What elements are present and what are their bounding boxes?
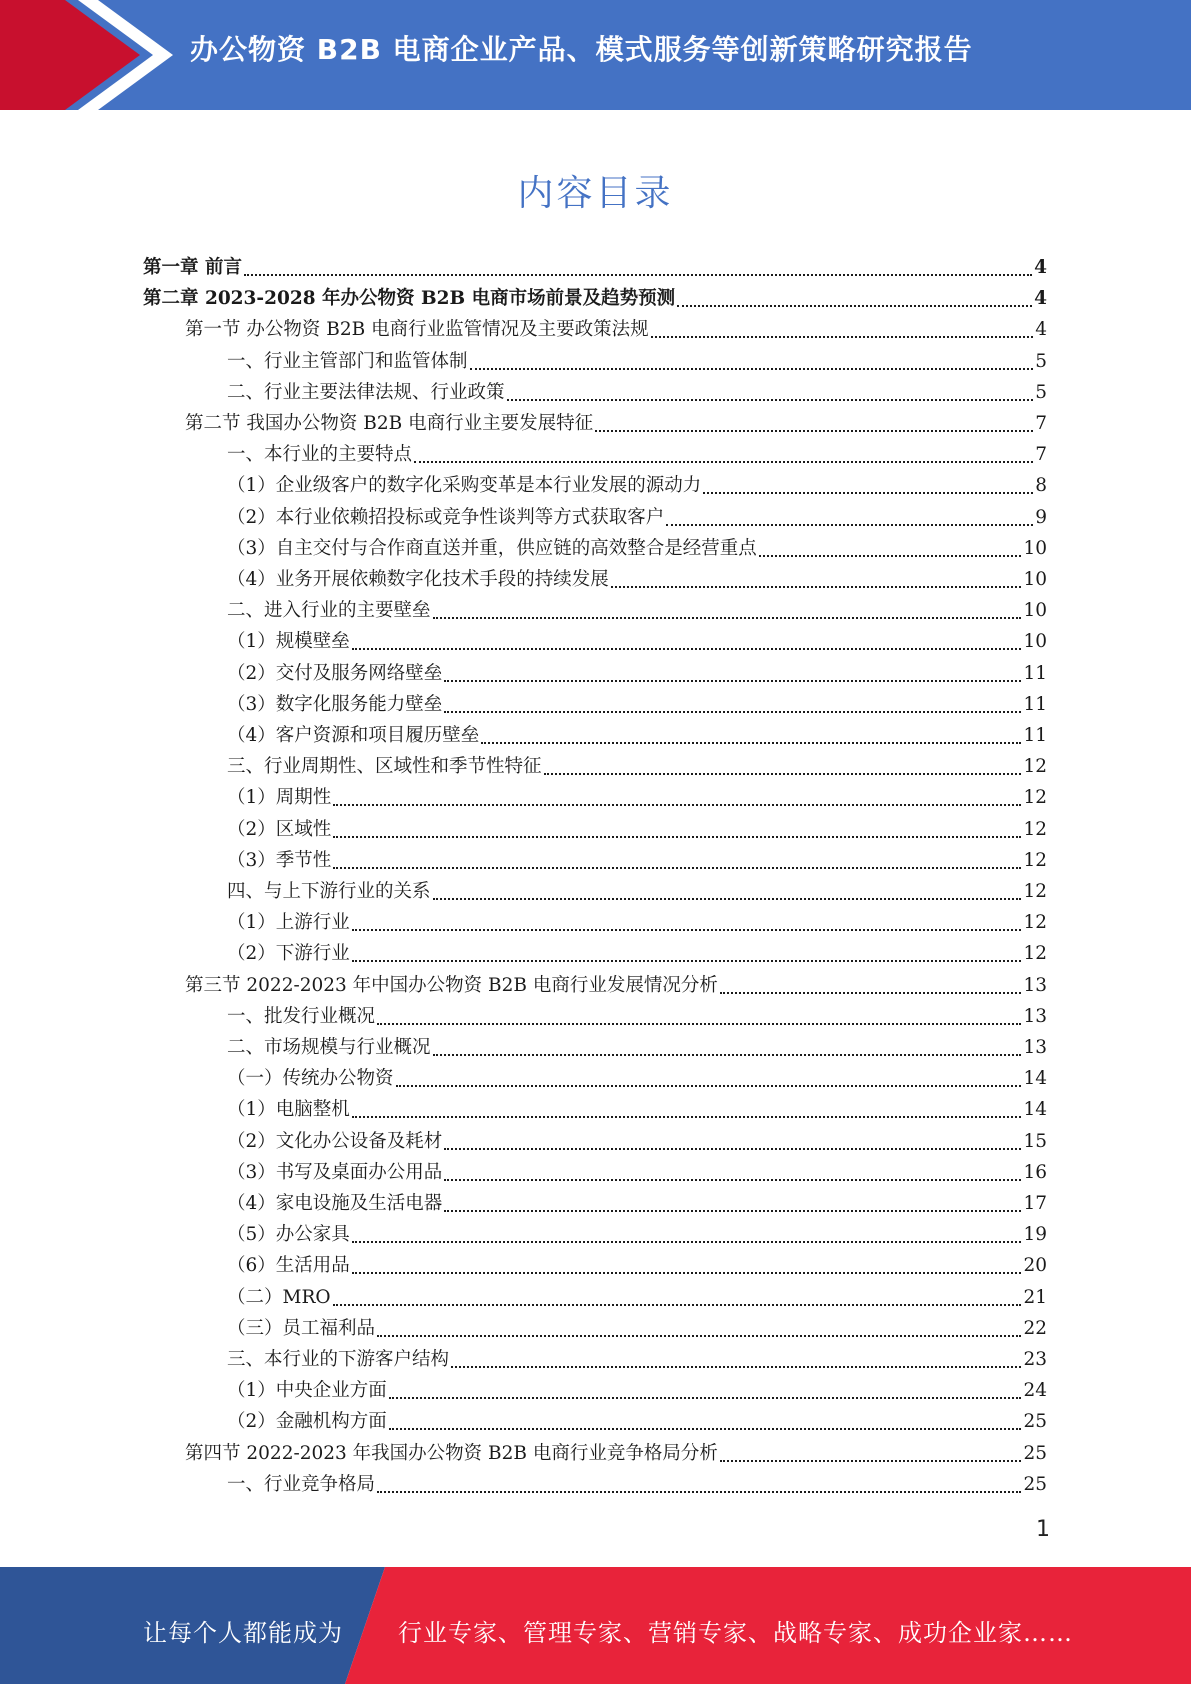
toc-entry-label: 三、行业周期性、区域性和季节性特征 <box>227 756 542 778</box>
toc-entry[interactable] <box>227 1188 1047 1219</box>
toc-entry-label: 二、行业主要法律法规、行业政策 <box>227 381 505 403</box>
toc-entry-label: （3）书写及桌面办公用品 <box>227 1161 443 1183</box>
toc-leader-dots <box>444 680 1021 682</box>
toc-entry-page: 10 <box>1023 569 1047 590</box>
toc-leader-dots <box>444 711 1021 713</box>
toc-entry[interactable] <box>227 782 1047 813</box>
toc-entry-page: 12 <box>1023 881 1047 902</box>
toc-entry-label: （三）员工福利品 <box>227 1317 376 1339</box>
toc-entry-page: 21 <box>1023 1286 1047 1308</box>
toc-leader-dots <box>470 368 1034 370</box>
toc-entry-label: （1）周期性 <box>227 787 332 809</box>
toc-entry[interactable] <box>227 1250 1047 1281</box>
toc-entry-label: （2）文化办公设备及耗材 <box>227 1130 443 1152</box>
toc-leader-dots <box>352 1272 1022 1274</box>
toc-entry[interactable] <box>227 876 1047 907</box>
toc-leader-dots <box>703 492 1033 494</box>
toc-leader-dots <box>352 1116 1022 1118</box>
toc-entry-page: 10 <box>1023 537 1047 559</box>
toc-entry[interactable] <box>227 626 1047 657</box>
toc-entry-label: （6）生活用品 <box>227 1255 350 1277</box>
toc-leader-dots <box>720 1460 1022 1462</box>
toc-entry[interactable] <box>227 1126 1047 1157</box>
toc-entry-page: 19 <box>1023 1224 1047 1246</box>
toc-entry[interactable] <box>227 1157 1047 1188</box>
toc-entry[interactable] <box>185 408 1047 439</box>
toc-entry-page: 10 <box>1023 631 1047 653</box>
toc-entry-label: （2）交付及服务网络壁垒 <box>227 662 443 684</box>
toc-entry[interactable] <box>227 439 1047 470</box>
toc-leader-dots <box>651 336 1034 338</box>
toc-entry-page: 13 <box>1023 1005 1047 1027</box>
toc-entry-label: （4）客户资源和项目履历壁垒 <box>227 725 480 746</box>
toc-entry-page: 17 <box>1023 1193 1047 1214</box>
toc-entry-page: 9 <box>1035 506 1047 528</box>
toc-entry[interactable] <box>227 1344 1047 1375</box>
toc-entry-page: 8 <box>1035 475 1047 497</box>
report-footer <box>0 1567 1191 1684</box>
toc-leader-dots <box>352 648 1022 650</box>
toc-entry[interactable] <box>227 533 1047 564</box>
toc-entry-label: （4）家电设施及生活电器 <box>227 1193 443 1214</box>
toc-leader-dots <box>333 867 1021 869</box>
toc-entry-label: （3）数字化服务能力壁垒 <box>227 693 443 715</box>
toc-entry-page: 5 <box>1035 381 1047 403</box>
toc-entry[interactable] <box>227 845 1047 876</box>
toc-entry-label: 一、批发行业概况 <box>227 1005 376 1027</box>
toc-leader-dots <box>451 1366 1021 1368</box>
report-header <box>0 0 1191 110</box>
toc-entry-label: 四、与上下游行业的关系 <box>227 881 431 902</box>
toc-leader-dots <box>377 1335 1021 1337</box>
toc-entry-page: 12 <box>1023 943 1047 965</box>
toc-entry-page: 25 <box>1023 1411 1047 1433</box>
toc-entry-label: 第一章 前言 <box>143 257 242 278</box>
toc-leader-dots <box>720 992 1022 994</box>
toc-entry-page: 20 <box>1023 1255 1047 1277</box>
toc-entry-page: 5 <box>1035 350 1047 372</box>
toc-entry[interactable] <box>227 502 1047 533</box>
toc-entry-page: 12 <box>1023 756 1047 778</box>
toc-leader-dots <box>433 1054 1022 1056</box>
toc-leader-dots <box>677 305 1032 307</box>
toc-leader-dots <box>333 836 1021 838</box>
report-title: 办公物资 B2B 电商企业产品、模式服务等创新策略研究报告 <box>190 33 973 66</box>
toc-entry-label: 三、本行业的下游客户结构 <box>227 1349 450 1370</box>
toc-entry-label: 第四节 2022-2023 年我国办公物资 B2B 电商行业竞争格局分析 <box>185 1442 718 1464</box>
toc-entry-page: 14 <box>1023 1068 1047 1090</box>
toc-heading: 内容目录 <box>517 173 674 214</box>
toc-entry[interactable] <box>227 1375 1047 1406</box>
toc-leader-dots <box>244 274 1032 276</box>
toc-entry[interactable] <box>185 1438 1047 1469</box>
toc-entry-label: 第二节 我国办公物资 B2B 电商行业主要发展特征 <box>185 413 594 434</box>
page-number: 1 <box>1036 1517 1050 1542</box>
toc-leader-dots <box>414 461 1033 463</box>
toc-entry[interactable] <box>227 564 1047 595</box>
toc-entry-label: 二、市场规模与行业概况 <box>227 1037 431 1058</box>
toc-entry-label: （1）上游行业 <box>227 912 350 934</box>
toc-leader-dots <box>389 1397 1022 1399</box>
toc-entry[interactable] <box>227 595 1047 626</box>
toc-entry-label: 二、进入行业的主要壁垒 <box>227 600 431 622</box>
toc-leader-dots <box>481 742 1021 744</box>
toc-entry-page: 22 <box>1023 1317 1047 1339</box>
toc-entry-page: 4 <box>1034 257 1047 278</box>
toc-entry-label: （1）电脑整机 <box>227 1099 350 1121</box>
toc-entry-label: 一、行业主管部门和监管体制 <box>227 350 468 372</box>
toc-entry[interactable] <box>227 658 1047 689</box>
toc-entry[interactable] <box>227 814 1047 845</box>
toc-leader-dots <box>666 524 1033 526</box>
toc-leader-dots <box>352 929 1022 931</box>
toc-entry-label: 一、本行业的主要特点 <box>227 444 413 466</box>
toc-entry-label: （3）自主交付与合作商直送并重，供应链的高效整合是经营重点 <box>227 537 757 559</box>
toc-entry-page: 4 <box>1034 288 1047 310</box>
toc-leader-dots <box>444 1210 1021 1212</box>
toc-entry[interactable] <box>185 970 1047 1001</box>
toc-entry[interactable] <box>227 1406 1047 1437</box>
footer-slogan-left: 让每个人都能成为 <box>143 1619 343 1647</box>
toc-entry-page: 13 <box>1023 974 1047 996</box>
toc-entry-page: 13 <box>1023 1037 1047 1058</box>
toc-entry[interactable] <box>143 283 1047 314</box>
toc-entry-page: 24 <box>1023 1380 1047 1402</box>
toc-entry-label: （4）业务开展依赖数字化技术手段的持续发展 <box>227 569 609 590</box>
toc-entry-label: （一）传统办公物资 <box>227 1068 394 1090</box>
toc-leader-dots <box>444 1148 1021 1150</box>
toc-leader-dots <box>389 1428 1022 1430</box>
footer-slogan-right: 行业专家、管理专家、营销专家、战略专家、成功企业家…… <box>398 1619 1073 1647</box>
toc-entry[interactable] <box>143 252 1047 283</box>
toc-entry-page: 25 <box>1023 1473 1047 1495</box>
toc-entry-page: 14 <box>1023 1099 1047 1121</box>
toc-entry-page: 23 <box>1023 1349 1047 1370</box>
toc-entry[interactable] <box>227 689 1047 720</box>
toc-entry[interactable] <box>227 1094 1047 1125</box>
toc-leader-dots <box>611 586 1022 588</box>
toc-leader-dots <box>352 1241 1022 1243</box>
toc-entry-label: 一、行业竞争格局 <box>227 1473 376 1495</box>
toc-leader-dots <box>444 1179 1021 1181</box>
toc-entry[interactable] <box>227 907 1047 938</box>
toc-entry-label: 第一节 办公物资 B2B 电商行业监管情况及主要政策法规 <box>185 319 649 341</box>
toc-leader-dots <box>333 1304 1022 1306</box>
toc-entry[interactable] <box>227 1282 1047 1313</box>
toc-entry-label: （5）办公家具 <box>227 1224 350 1246</box>
toc-leader-dots <box>377 1491 1021 1493</box>
toc-entry[interactable] <box>227 1469 1047 1500</box>
toc-entry-label: （2）本行业依赖招投标或竞争性谈判等方式获取客户 <box>227 506 665 528</box>
toc-entry-page: 7 <box>1035 444 1047 466</box>
toc-entry-page: 12 <box>1023 787 1047 809</box>
toc-entry[interactable] <box>227 1219 1047 1250</box>
toc-leader-dots <box>759 555 1022 557</box>
toc-entry[interactable] <box>227 720 1047 751</box>
toc-entry-label: （1）规模壁垒 <box>227 631 350 653</box>
toc-leader-dots <box>433 898 1022 900</box>
toc-entry[interactable] <box>227 751 1047 782</box>
toc-entry-page: 11 <box>1023 725 1047 746</box>
toc-entry-page: 12 <box>1023 912 1047 934</box>
toc-entry[interactable] <box>227 1001 1047 1032</box>
toc-entry-page: 12 <box>1023 849 1047 871</box>
toc-entry-label: （2）金融机构方面 <box>227 1411 387 1433</box>
toc-entry-label: 第三节 2022-2023 年中国办公物资 B2B 电商行业发展情况分析 <box>185 974 718 996</box>
toc-entry[interactable] <box>227 1063 1047 1094</box>
toc-entry-label: （3）季节性 <box>227 849 332 871</box>
toc-entry-page: 10 <box>1023 600 1047 622</box>
toc-leader-dots <box>507 399 1034 401</box>
toc-entry-label: （1）中央企业方面 <box>227 1380 387 1402</box>
toc-entry-label: （二）MRO <box>227 1286 331 1308</box>
toc-entry[interactable] <box>227 377 1047 408</box>
toc-leader-dots <box>595 430 1033 432</box>
toc-leader-dots <box>544 773 1022 775</box>
toc-leader-dots <box>433 617 1022 619</box>
toc-entry[interactable] <box>227 938 1047 969</box>
toc-entry-page: 15 <box>1023 1130 1047 1152</box>
toc-entry[interactable] <box>185 314 1047 345</box>
toc-entry[interactable] <box>227 1313 1047 1344</box>
toc-entry[interactable] <box>227 346 1047 377</box>
toc-entry-page: 12 <box>1023 818 1047 840</box>
toc-entry-label: （2）下游行业 <box>227 943 350 965</box>
toc-entry-page: 4 <box>1035 319 1047 341</box>
toc-entry-page: 7 <box>1035 413 1047 434</box>
toc-entry[interactable] <box>227 1032 1047 1063</box>
toc-entry-page: 11 <box>1023 693 1047 715</box>
toc-entry-label: （1）企业级客户的数字化采购变革是本行业发展的源动力 <box>227 475 702 497</box>
toc-entry-page: 25 <box>1023 1442 1047 1464</box>
toc-leader-dots <box>352 960 1022 962</box>
toc-entry-page: 16 <box>1023 1161 1047 1183</box>
toc-entry[interactable] <box>227 470 1047 501</box>
toc-leader-dots <box>396 1085 1022 1087</box>
toc-leader-dots <box>377 1023 1021 1025</box>
toc-entry-page: 11 <box>1023 662 1047 684</box>
toc-leader-dots <box>333 804 1021 806</box>
toc-entry-label: （2）区域性 <box>227 818 332 840</box>
toc-entry-label: 第二章 2023-2028 年办公物资 B2B 电商市场前景及趋势预测 <box>143 288 676 310</box>
